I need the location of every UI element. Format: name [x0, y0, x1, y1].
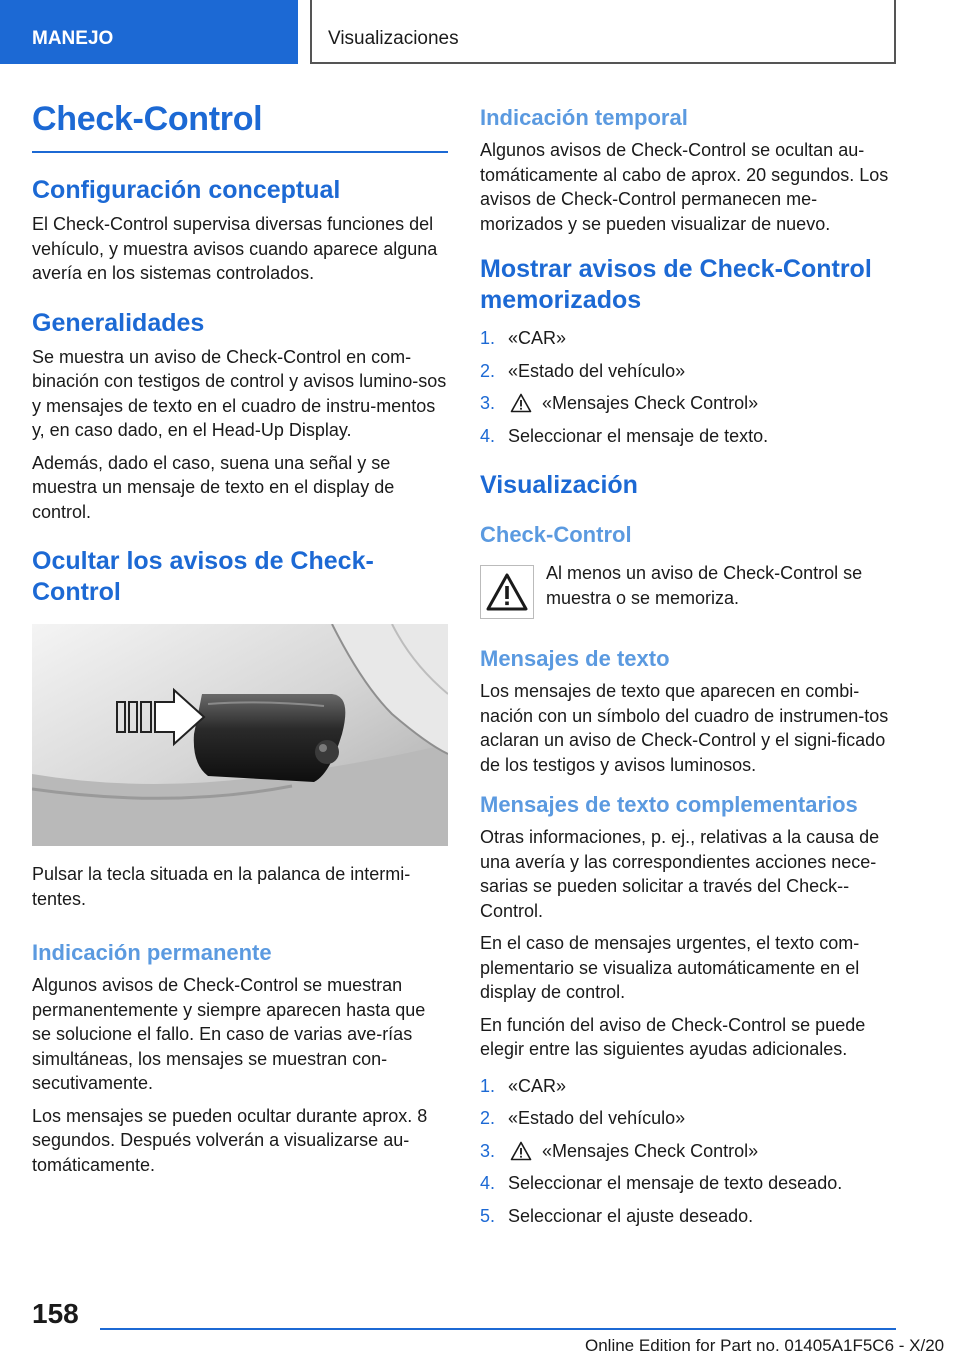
photo-caption: Pulsar la tecla situada en la palanca de intermi-tentes.	[32, 864, 411, 909]
step-number: 3.	[480, 1140, 496, 1161]
list-item	[480, 1200, 900, 1233]
step-number: 3.	[480, 393, 496, 413]
step-text: «Mensajes Check Control»	[542, 1140, 759, 1161]
section-tab	[310, 0, 896, 64]
step-text: «Estado del vehículo»	[508, 360, 686, 381]
list-item	[480, 322, 900, 355]
check-control-symbol	[480, 565, 534, 619]
list-item	[480, 387, 900, 420]
step-number: 2.	[480, 1108, 496, 1128]
general-text-2: Además, dado el caso, suena una señal y se muestra un mensaje de texto en el display de control.	[32, 452, 395, 522]
permanent-heading: Indicación permanente	[32, 940, 272, 965]
cc-indicator-row	[480, 561, 900, 619]
hide-heading: Ocultar los avisos de Check-Control	[32, 547, 374, 606]
step-text: Seleccionar el ajuste deseado.	[508, 1205, 754, 1226]
general-heading: Generalidades	[32, 308, 205, 337]
step-text: «Mensajes Check Control»	[542, 393, 759, 413]
step-number: 5.	[480, 1205, 496, 1226]
turn-signal-lever-photo	[32, 624, 448, 846]
list-item	[480, 1102, 900, 1135]
extra-text-2: En el caso de mensajes urgentes, el texto com-plementario se visualiza automáticamente en el display de control.	[480, 933, 860, 1002]
step-text: Seleccionar el mensaje de texto.	[508, 425, 769, 446]
stored-heading: Mostrar avisos de Check-Control memorizados	[480, 255, 872, 314]
list-item	[480, 1135, 900, 1168]
text-msgs-heading: Mensajes de texto	[480, 646, 670, 671]
left-column	[32, 100, 448, 1185]
general-text-1: Se muestra un aviso de Check-Control en com-binación con testigos de control y avisos lumino-sos y mensajes de texto en el cuadro de instru-mentos y, en caso dado, en el Head-Up Display.	[32, 346, 447, 440]
text-msgs-text: Los mensajes de texto que aparecen en combi-nación con un símbolo del cuadro de instrumen-tos aclaran un aviso de Check-Control y el signi-ficado de los testigos y avisos luminosos.	[480, 681, 889, 775]
step-text: «CAR»	[508, 1075, 567, 1096]
permanent-text-2: Los mensajes se pueden ocultar durante aprox. 8 segundos. Después volverán a visualizarse au-tomáticamente.	[32, 1105, 428, 1175]
step-text: «CAR»	[508, 328, 567, 348]
section-label: Visualizaciones	[328, 28, 459, 49]
page-title: Check-Control	[32, 100, 448, 153]
step-text: «Estado del vehículo»	[508, 1108, 686, 1128]
cc-heading: Check-Control	[480, 522, 632, 547]
step-number: 4.	[480, 425, 496, 446]
step-number: 1.	[480, 1075, 496, 1096]
extra-heading: Mensajes de texto complementarios	[480, 792, 858, 817]
edition-note: Online Edition for Part no. 01405A1F5C6 - X/20	[585, 1336, 945, 1355]
step-number: 2.	[480, 360, 496, 381]
warning-triangle-icon	[510, 1141, 532, 1161]
temporal-heading: Indicación temporal	[480, 105, 688, 130]
step-text: Seleccionar el mensaje de texto deseado.	[508, 1173, 843, 1193]
chapter-label: MANEJO	[32, 28, 114, 49]
step-number: 4.	[480, 1173, 496, 1193]
stored-steps-list	[480, 322, 900, 452]
concept-text: El Check-Control supervisa diversas funciones del vehículo, y muestra avisos cuando aparece alguna avería en los sistemas controlados.	[32, 214, 438, 283]
right-column	[480, 100, 900, 1242]
display-heading: Visualización	[480, 471, 638, 499]
list-item	[480, 420, 900, 453]
lever-illustration	[32, 624, 448, 846]
chapter-tab	[0, 0, 298, 64]
warning-triangle-icon	[510, 393, 532, 413]
footer-divider	[100, 1328, 896, 1330]
temporal-text: Algunos avisos de Check-Control se ocultan au-tomáticamente al cabo de aprox. 20 segundos. Los avisos de Check-Control permanecen me-morizados y se pueden visualizar de nuevo.	[480, 140, 889, 234]
extra-steps-list	[480, 1070, 900, 1233]
step-number: 1.	[480, 328, 496, 348]
extra-text-1: Otras informaciones, p. ej., relativas a la causa de una avería y las correspondientes acciones nece-sarias se pueden solicitar a través del Check--Control.	[480, 827, 880, 921]
extra-text-3: En función del aviso de Check-Control se puede elegir entre las siguientes ayudas adicionales.	[480, 1014, 866, 1059]
list-item	[480, 355, 900, 388]
page-number: 158	[32, 1298, 79, 1329]
cc-text: Al menos un aviso de Check-Control se muestra o se memoriza.	[546, 563, 863, 608]
list-item	[480, 1070, 900, 1103]
warning-triangle-icon	[485, 572, 529, 612]
concept-heading: Configuración conceptual	[32, 176, 341, 204]
list-item	[480, 1167, 900, 1200]
permanent-text-1: Algunos avisos de Check-Control se muestran permanentemente y siempre aparecen hasta que se solucione el fallo. En caso de varias ave-rías simultáneas, los mensajes se muestran con-secutivamente.	[32, 975, 426, 1093]
